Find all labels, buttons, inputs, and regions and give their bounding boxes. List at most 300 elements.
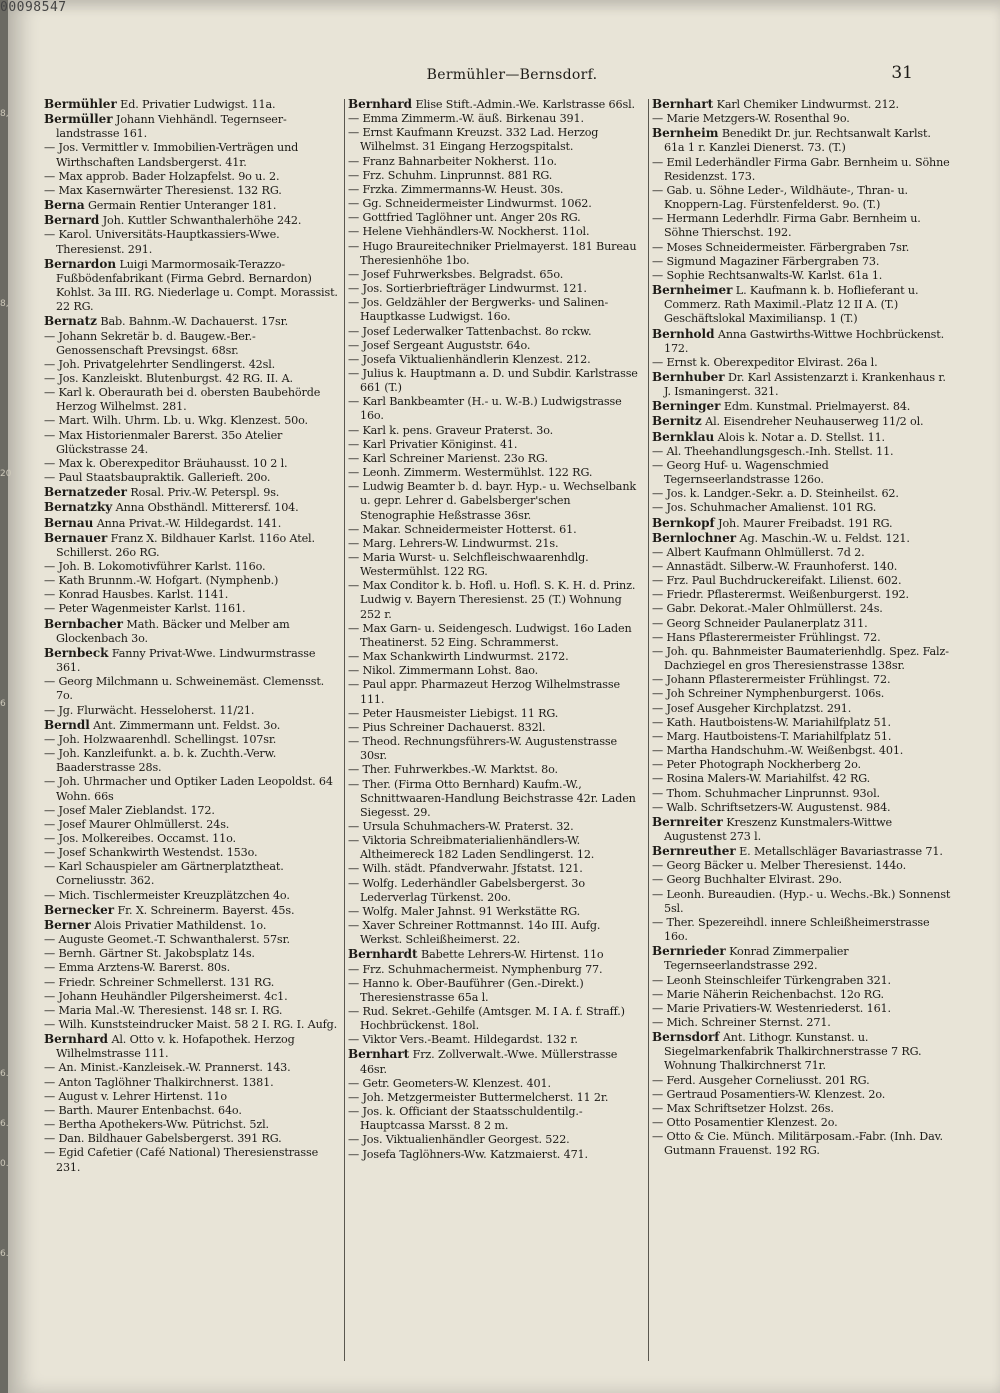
directory-entry [348,551,644,579]
directory-entry [348,537,644,551]
entry-text: — Josef Lederwalker Tattenbachst. 8o rckw. [348,324,592,338]
entry-text: — Jos. Vermittler v. Immobilien-Verträgen und Wirthschaften Landsbergerst. 41r. [44,141,299,169]
surname-heading: Bernecker [44,902,115,917]
entry-text: — Kath. Hautboistens-W. Mariahilfplatz 51. [652,715,891,729]
surname-heading: Bermüller [44,112,113,127]
directory-entry [44,933,340,947]
directory-entry [348,126,644,154]
directory-entry [348,339,644,353]
entry-text: — Moses Schneidermeister. Färbergraben 7sr. [652,240,910,254]
entry-text: — Frz. Schuhm. Linprunnst. 881 RG. [348,168,553,182]
directory-entry [348,480,644,522]
directory-entry [652,560,952,574]
directory-entry [652,772,952,786]
entry-text: — Franz Bahnarbeiter Nokherst. 11o. [348,154,557,168]
directory-entry [348,947,644,962]
directory-entry [44,804,340,818]
entry-text: — Wilh. Kunststeindrucker Maist. 58 2 I. RG. I. Aufg. [44,1018,338,1031]
entry-text: — Peter Photograph Nockherberg 2o. [652,758,861,772]
entry-text: — Friedr. Pflasterermst. Weißenburgerst. 192. [652,588,909,602]
directory-entry [348,579,644,621]
directory-entry [652,156,952,184]
entry-text: Joh. Kuttler Schwanthalerhöhe 242. [99,214,302,228]
directory-entry [348,862,644,876]
entry-text: — Max k. Oberexpeditor Bräuhausst. 10 2 l. [44,456,288,470]
entry-text: — Paul appr. Pharmazeut Herzog Wilhelmstrasse 111. [348,678,620,706]
directory-entry [652,1088,952,1102]
directory-entry [348,1148,644,1162]
margin-fragment: 6. [0,1249,9,1259]
directory-entry [348,97,644,112]
directory-entry [652,988,952,1002]
surname-heading: Bernlochner [652,530,737,545]
entry-text: — Georg Buchhalter Elvirast. 29o. [652,873,842,887]
directory-entry [348,664,644,678]
entry-text: — Marie Näherin Reichenbachst. 12o RG. [652,987,884,1001]
directory-entry [652,758,952,772]
entry-text: — Josefa Viktualienhändlerin Klenzest. 212. [348,352,591,366]
surname-heading: Bernatzeder [44,485,127,500]
directory-entry [44,184,340,198]
entry-text: — Frz. Schuhmachermeist. Nymphenburg 77. [348,962,603,976]
entry-text: — Max approb. Bader Holzapfelst. 9o u. 2. [44,169,280,183]
directory-entry [652,602,952,616]
margin-fragment: 6. [0,1069,9,1079]
entry-text: — Karl Privatier Königinst. 41. [348,437,518,451]
directory-entry [348,112,644,126]
entry-text: — Helene Viehhändlers-W. Nockherst. 11ol. [348,225,590,239]
surname-heading: Bernhart [652,97,714,111]
entry-text: — Mich. Tischlermeister Kreuzplätzchen 4o. [44,888,290,902]
entry-text: — Marie Metzgers-W. Rosenthal 9o. [652,112,850,126]
directory-entry [348,523,644,537]
entry-text: Alois Privatier Mathildenst. 1o. [90,918,267,932]
surname-heading: Bernklau [652,429,715,444]
entry-text: — Sophie Rechtsanwalts-W. Karlst. 61a 1. [652,268,883,282]
surname-heading: Bernhard [44,1032,109,1047]
entry-text: — Marg. Hautboistens-T. Mariahilfplatz 51. [652,729,892,743]
entry-text: — Johann Heuhändler Pilgersheimerst. 4c1. [44,989,288,1003]
entry-text: Frz. Zollverwalt.-Wwe. Müllerstrasse 46sr. [360,1048,618,1076]
directory-entry [652,687,952,701]
entry-text: — Ther. Spezereihdl. innere Schleißheimerstrasse 16o. [652,915,930,944]
directory-entry [348,905,644,919]
directory-entry [652,801,952,815]
directory-entry [348,211,644,225]
directory-entry [652,241,952,255]
directory-entry [44,1104,340,1118]
surname-heading: Bernatzky [44,500,113,515]
directory-entry [652,916,952,944]
entry-text: Ed. Privatier Ludwigst. 11a. [116,98,276,111]
directory-entry [652,1030,952,1073]
directory-entry [348,1047,644,1076]
entry-text: — Karl Bankbeamter (H.- u. W.-B.) Ludwigstrasse 16o. [348,395,622,423]
entry-text: — Jos. Geldzähler der Bergwerks- und Salinen-Hauptkasse Ludwigst. 16o. [348,296,609,324]
entry-text: — Johann Pflasterermeister Frühlingst. 72. [652,673,891,687]
directory-entry [44,1018,340,1032]
entry-text: — Jos. Kanzleiskt. Blutenburgst. 42 RG. II. A. [44,371,293,385]
directory-entry [652,97,952,112]
directory-entry [348,353,644,367]
directory-entry [348,282,644,296]
entry-text: Joh. Maurer Freibadst. 191 RG. [714,516,893,530]
directory-entry [44,1004,340,1018]
entry-text: Al. Otto v. k. Hofapothek. Herzog Wilhelmstrasse 111. [56,1033,295,1061]
entry-text: — Paul Staatsbaupraktik. Gallerieft. 20o. [44,471,271,485]
directory-entry [652,255,952,269]
entry-text: — Joh. Metzgermeister Buttermelcherst. 11 2r. [348,1090,609,1104]
directory-entry [348,268,644,282]
directory-entry [44,889,340,903]
directory-entry [44,818,340,832]
directory-entry [652,184,952,212]
surname-heading: Bernbeck [44,645,109,660]
directory-entry [652,873,952,887]
entry-text: Kreszenz Kunstmalers-Wittwe Augustenst 273 l. [664,815,892,843]
directory-entry [44,112,340,141]
entry-text: — Hanno k. Ober-Bauführer (Gen.-Direkt.) Theresienstrasse 65a l. [348,976,584,1004]
directory-entry [44,471,340,485]
surname-heading: Bernhuber [652,369,725,384]
margin-marks [0,0,12,1393]
entry-text: — Max Kasernwärter Theresienst. 132 RG. [44,183,282,197]
entry-text: — Nikol. Zimmermann Lohst. 8ao. [348,664,539,678]
directory-entry [652,487,952,501]
directory-entry [652,327,952,356]
entry-text: Dr. Karl Assistenzarzt i. Krankenhaus r. J. Ismaningerst. 321. [664,370,946,399]
directory-entry [348,197,644,211]
margin-fragment: 8, [0,109,9,119]
entry-text: — Bernh. Gärtner St. Jakobsplatz 14s. [44,947,255,961]
directory-entry [44,330,340,358]
entry-text: Anna Obsthändl. Mitterersf. 104. [112,501,299,515]
entry-text: — Barth. Maurer Entenbachst. 64o. [44,1103,242,1117]
margin-fragment: 6 [0,699,6,709]
directory-entry [44,574,340,588]
directory-entry [652,1130,952,1158]
directory-entry [652,574,952,588]
entry-text: — Peter Hausmeister Liebigst. 11 RG. [348,706,559,720]
directory-entry [652,716,952,730]
entry-text: — Jg. Flurwächt. Hesseloherst. 11/21. [44,703,255,717]
entry-text: — Viktor Vers.-Beamt. Hildegardst. 132 r. [348,1033,578,1047]
directory-entry [348,721,644,735]
entry-text: — Karl k. Oberaurath bei d. obersten Baubehörde Herzog Wilhelmst. 281. [44,386,321,414]
entry-text: E. Metallschläger Bavariastrasse 71. [735,845,943,859]
entry-text: — Xaver Schreiner Rottmannst. 14o III. Aufg. Werkst. Schleißheimerst. 22. [348,919,601,947]
directory-entry [348,424,644,438]
entry-text: — Egid Cafetier (Café National) Theresienstrasse 231. [44,1146,319,1174]
entry-text: — Maria Mal.-W. Theresienst. 148 sr. I. RG. [44,1003,283,1017]
entry-text: — Hugo Braureitechniker Prielmayerst. 181 Bureau Theresienhöhe 1bo. [348,239,637,267]
entry-text: — Jos. k. Officiant der Staatsschuldentilg.-Hauptcassa Marsst. 8 2 m. [348,1105,583,1133]
directory-entry [44,602,340,616]
surname-heading: Bernhardt [348,947,418,962]
entry-text: — Rosina Malers-W. Mariahilfst. 42 RG. [652,772,871,786]
entry-text: — Marg. Lehrers-W. Lindwurmst. 21s. [348,536,559,550]
entry-text: — Al. Theehandlungsgesch.-Inh. Stellst. 11. [652,444,894,458]
entry-text: Al. Eisendreher Neuhauserweg 11/2 ol. [701,415,924,429]
surname-heading: Bernheim [652,126,719,141]
entry-text: — An. Minist.-Kanzleisek.-W. Prannerst. 143. [44,1061,291,1075]
entry-text: — Joh. qu. Bahnmeister Baumaterienhdlg. Spez. Falz-Dachziegel en gros Theresienstrasse 138sr. [652,644,949,673]
directory-entry [652,1002,952,1016]
entry-text: — Emma Arztens-W. Barerst. 80s. [44,961,230,975]
entry-text: — Otto Posamentier Klenzest. 2o. [652,1116,838,1130]
directory-entry [652,787,952,801]
directory-entry [652,1074,952,1088]
entry-text: — Ferd. Ausgeher Corneliusst. 201 RG. [652,1073,870,1087]
directory-entry [348,778,644,820]
directory-entry [652,730,952,744]
entry-text: — Max Historienmaler Barerst. 35o Atelier Glückstrasse 24. [44,428,283,456]
entry-text: — Mart. Wilh. Uhrm. Lb. u. Wkg. Klenzest. 50o. [44,414,308,428]
directory-entry [652,283,952,326]
entry-text: — Joh. Holzwaarenhdl. Schellingst. 107sr. [44,732,277,746]
entry-text: — Peter Wagenmeister Karlst. 1161. [44,602,246,616]
directory-entry [652,888,952,916]
directory-entry [652,112,952,126]
directory-entry [44,170,340,184]
surname-heading: Bernbacher [44,616,123,631]
entry-text: — Jos. Sortierbriefträger Lindwurmst. 121. [348,282,587,296]
directory-entry [44,588,340,602]
directory-entry [348,452,644,466]
directory-entry [44,1076,340,1090]
directory-entry [652,269,952,283]
directory-entry [348,963,644,977]
directory-entry [44,429,340,457]
entry-text: Ag. Maschin.-W. u. Feldst. 121. [736,531,910,545]
entry-text: — Jos. Viktualienhändler Georgest. 522. [348,1133,570,1147]
directory-entry [44,1032,340,1061]
directory-entry [652,631,952,645]
directory-entry [348,438,644,452]
directory-entry [652,356,952,370]
entry-text: — Georg Huf- u. Wagenschmied Tegernseerlandstrasse 126o. [652,458,829,487]
directory-entry [44,97,340,112]
scan-id: 00098547 [0,0,67,15]
directory-entry [652,859,952,873]
entry-text: — Gottfried Taglöhner unt. Anger 20s RG. [348,211,581,225]
entry-text: Bab. Bahnm.-W. Dachauerst. 17sr. [96,315,288,329]
entry-text: — Johann Sekretär b. d. Baugew.-Ber.-Genossenschaft Prevsingst. 68sr. [44,329,256,357]
directory-entry [652,645,952,673]
directory-entry [44,961,340,975]
entry-text: — Max Schankwirth Lindwurmst. 2172. [348,650,569,664]
entry-text: — Emma Zimmerm.-W. äuß. Birkenau 391. [348,112,584,126]
entry-text: — Bertha Apothekers-Ww. Pütrichst. 5zl. [44,1118,269,1132]
entry-text: — Marie Privatiers-W. Westenriederst. 161. [652,1001,891,1015]
entry-text: — Pius Schreiner Dachauerst. 832l. [348,720,546,734]
surname-heading: Berndl [44,717,90,732]
directory-entry [652,516,952,531]
directory-entry [44,1118,340,1132]
entry-text: Anna Gastwirths-Wittwe Hochbrückenst. 172. [664,327,945,355]
directory-entry [44,747,340,775]
directory-entry [44,718,340,733]
surname-heading: Bernardon [44,256,117,271]
entry-text: — Viktoria Schreibmaterialienhändlers-W. Altheimereck 182 Laden Sendlingerst. 12. [348,834,595,862]
directory-entry [348,367,644,395]
directory-entry [44,846,340,860]
margin-fragment: 8, [0,299,9,309]
entry-text: — Leonh. Zimmerm. Westermühlst. 122 RG. [348,466,593,480]
directory-entry [44,903,340,918]
directory-entry [652,501,952,515]
directory-entry [44,1090,340,1104]
entry-text: — Karl k. pens. Graveur Praterst. 3o. [348,423,554,437]
directory-entry [44,832,340,846]
entry-text: — Jos. k. Landger.-Sekr. a. D. Steinheilst. 62. [652,487,899,501]
directory-entry [348,650,644,664]
margin-fragment: 20 [0,469,12,479]
entry-text: — Joh. Uhrmacher und Optiker Laden Leopoldst. 64 Wohn. 66s [44,775,333,803]
column-3 [652,97,952,1367]
directory-entry [348,325,644,339]
entry-text: — Frz. Paul Buchdruckereifakt. Lilienst. 602. [652,574,902,588]
entry-text: Edm. Kunstmal. Prielmayerst. 84. [720,400,911,414]
surname-heading: Bernatz [44,314,97,329]
directory-entry [44,516,340,531]
entry-text: — Annastädt. Silberw.-W. Fraunhoferst. 140. [652,560,898,573]
entry-text: — Josef Maurer Ohlmüllerst. 24s. [44,817,230,831]
directory-entry [44,1146,340,1174]
entry-text: — Joh Schreiner Nymphenburgerst. 106s. [652,687,885,701]
margin-fragment: 6. [0,1119,9,1129]
entry-text: Alois k. Notar a. D. Stellst. 11. [714,430,885,444]
directory-entry [348,240,644,268]
entry-text: — Auguste Geomet.-T. Schwanthalerst. 57sr. [44,933,290,947]
surname-heading: Bernhold [652,326,715,341]
entry-text: Johann Viehhändl. Tegernseer-landstrasse 161. [56,113,287,141]
directory-entry [44,485,340,500]
directory-entry [652,974,952,988]
directory-entry [44,560,340,574]
entry-text: — Thom. Schuhmacher Linprunnst. 93ol. [652,786,880,800]
entry-text: — Wolfg. Lederhändler Gabelsbergerst. 3o Lederverlag Türkenst. 20o. [348,876,585,904]
entry-text: Fr. X. Schreinerm. Bayerst. 45s. [114,903,295,917]
directory-entry [348,622,644,650]
entry-text: — Josef Schankwirth Westendst. 153o. [44,846,258,860]
entry-text: — Hans Pflasterermeister Frühlingst. 72. [652,630,881,644]
directory-entry [652,430,952,445]
entry-text: — Sigmund Magaziner Färbergraben 73. [652,254,880,268]
directory-entry [348,1005,644,1033]
entry-text: — Joh. B. Lokomotivführer Karlst. 116o. [44,560,266,573]
entry-text: — Emil Lederhändler Firma Gabr. Bernheim u. Söhne Residenzst. 173. [652,155,950,183]
directory-entry [652,370,952,399]
entry-text: — Georg Milchmann u. Schweinemäst. Clemensst. 7o. [44,675,325,703]
directory-entry [652,445,952,459]
surname-heading: Bernreuther [652,844,736,859]
directory-entry [44,372,340,386]
entry-text: — Jos. Molkereibes. Occamst. 11o. [44,831,236,845]
directory-entry [44,414,340,428]
surname-heading: Bernreiter [652,814,723,829]
entry-text: Babette Lehrers-W. Hirtenst. 11o [417,948,604,962]
directory-entry [348,707,644,721]
directory-entry [348,225,644,239]
entry-text: — Georg Bäcker u. Melber Theresienst. 144o. [652,859,906,873]
entry-text: — Getr. Geometers-W. Klenzest. 401. [348,1076,551,1090]
entry-text: — Albert Kaufmann Ohlmüllerst. 7d 2. [652,545,865,559]
entry-text: — Julius k. Hauptmann a. D. und Subdir. Karlstrasse 661 (T.) [348,366,638,395]
entry-text: — Walb. Schriftsetzers-W. Augustenst. 984. [652,800,891,814]
entry-text: — Ludwig Beamter b. d. bayr. Hyp.- u. Wechselbank u. gepr. Lehrer d. Gabelsberger'schen Stenographie Heßstrasse 36sr. [348,480,637,522]
entry-text: — Otto & Cie. Münch. Militärposam.-Fabr. (Inh. Dav. Gutmann Frauenst. 192 RG. [652,1130,943,1158]
entry-text: — Josefa Taglöhners-Ww. Katzmaierst. 471. [348,1147,588,1161]
entry-text: — Ernst k. Oberexpeditor Elvirast. 26a l. [652,355,878,369]
surname-heading: Bernrieder [652,944,726,959]
entry-text: Elise Stift.-Admin.-We. Karlstrasse 66sl. [412,98,635,111]
entry-text: — Gabr. Dekorat.-Maler Ohlmüllerst. 24s. [652,602,883,616]
entry-text: — Max Garn- u. Seidengesch. Ludwigst. 16o Laden Theatinerst. 52 Eing. Schrammerst. [348,621,632,649]
entry-text: — Kath Brunnm.-W. Hofgart. (Nymphenb.) [44,574,279,588]
entry-text: — Theod. Rechnungsführers-W. Augustenstrasse 30sr. [348,735,617,763]
directory-entry [348,763,644,777]
entry-text: — Leonh. Bureaudien. (Hyp.- u. Wechs.-Bk.) Sonnenst 5sl. [652,887,951,915]
directory-entry [44,617,340,646]
surname-heading: Bernhard [348,97,413,111]
directory-entry [348,877,644,905]
directory-entry [348,183,644,197]
entry-text: Benedikt Dr. jur. Rechtsanwalt Karlst. 61a 1 r. Kanzlei Dienerst. 73. (T.) [664,127,931,155]
entry-text: — Ther. Fuhrwerkbes.-W. Marktst. 8o. [348,763,558,777]
entry-text: — Ernst Kaufmann Kreuzst. 332 Lad. Herzog Wilhelmst. 31 Eingang Herzogspitalst. [348,126,599,154]
directory-entry [44,733,340,747]
directory-entry [44,358,340,372]
directory-entry [44,947,340,961]
entry-text: — Rud. Sekret.-Gehilfe (Amtsger. M. I A. f. Straff.) Hochbrückenst. 18ol. [348,1005,625,1033]
directory-entry [44,704,340,718]
directory-entry [44,500,340,515]
surname-heading: Bernheimer [652,283,733,298]
directory-entry [652,588,952,602]
entry-text: — Anton Taglöhner Thalkirchnerst. 1381. [44,1075,274,1089]
entry-text: — Konrad Hausbes. Karlst. 1141. [44,588,229,602]
surname-heading: Bernitz [652,414,702,429]
directory-entry [652,673,952,687]
entry-text: — Hermann Lederhdlr. Firma Gabr. Bernheim u. Söhne Thierschst. 192. [652,212,921,240]
directory-entry [44,1132,340,1146]
entry-text: — Josef Ausgeher Kirchplatzst. 291. [652,701,852,715]
directory-entry [652,459,952,487]
entry-text: — Joh. Kanzleifunkt. a. b. k. Zuchth.-Verw. Baaderstrasse 28s. [44,747,277,775]
surname-heading: Bernkopf [652,515,715,530]
entry-text: — Karl Schreiner Marienst. 23o RG. [348,451,548,465]
directory-entry [348,820,644,834]
entry-text: — Ursula Schuhmachers-W. Praterst. 32. [348,819,574,833]
entry-text: — Karol. Universitäts-Hauptkassiers-Wwe. Theresienst. 291. [44,228,280,256]
column-rule [648,99,649,1361]
entry-text: — Gab. u. Söhne Leder-, Wildhäute-, Thran- u. Knoppern-Lag. Fürstenfelderst. 9o. (T.) [652,183,908,212]
surname-heading: Bernauer [44,530,108,545]
directory-entry [44,386,340,414]
directory-page [8,0,1000,1393]
directory-entry [348,834,644,862]
entry-text: — Makar. Schneidermeister Hotterst. 61. [348,522,577,536]
column-1 [44,97,340,1367]
entry-text: — Dan. Bildhauer Gabelsbergerst. 391 RG. [44,1132,282,1146]
entry-text: Ant. Zimmermann unt. Feldst. 3o. [89,718,281,732]
entry-text: — Leonh Steinschleifer Türkengraben 321. [652,973,891,987]
directory-entry [652,531,952,546]
surname-heading: Bernsdorf [652,1030,720,1045]
directory-entry [348,735,644,763]
entry-text: Anna Privat.-W. Hildegardst. 141. [93,516,282,530]
